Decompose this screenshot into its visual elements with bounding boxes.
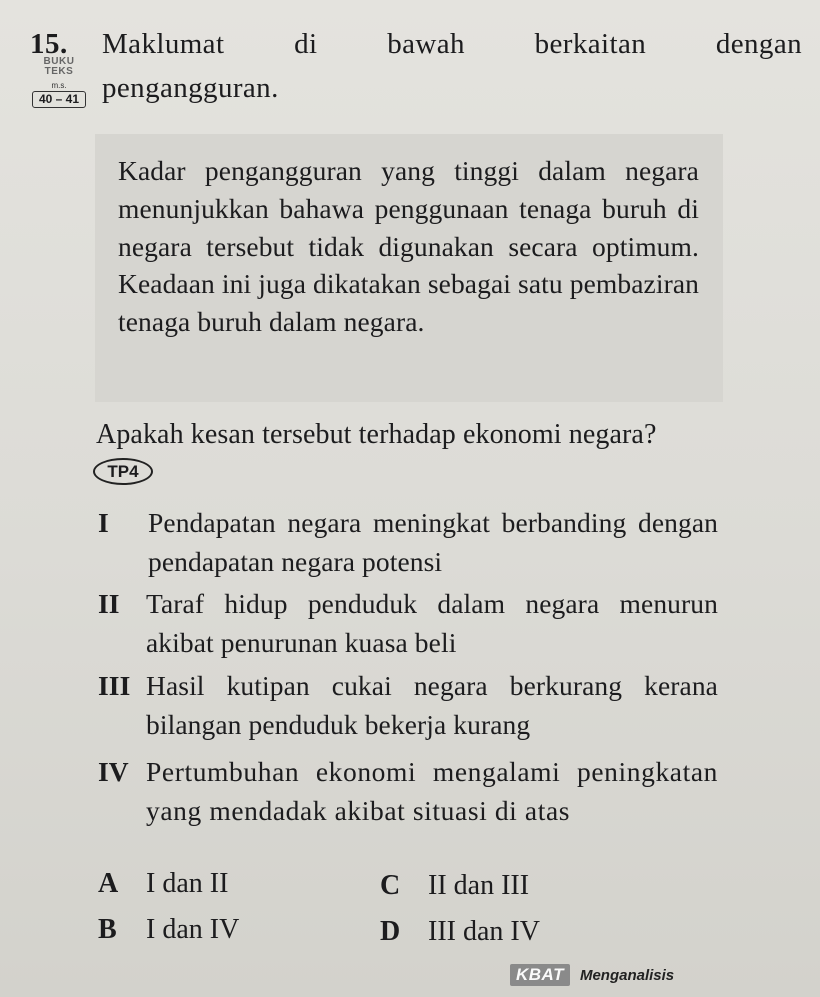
- kbat-logo: KBAT: [510, 964, 570, 986]
- statement-text: Hasil kutipan cukai negara berkurang kerana bilangan penduduk bekerja kurang: [146, 670, 718, 740]
- option-text: III dan IV: [428, 916, 540, 947]
- option-text: I dan IV: [146, 914, 240, 945]
- page-abbrev-label: m.s.: [51, 81, 67, 90]
- option-letter: C: [380, 870, 401, 901]
- statement-4: [98, 752, 718, 830]
- statement-3: [98, 666, 718, 744]
- question-number: 15.: [30, 28, 68, 60]
- question-stem-line1: Maklumat di bawah berkaitan dengan: [102, 28, 802, 60]
- question-prompt: Apakah kesan tersebut terhadap ekonomi negara?: [96, 419, 657, 450]
- option-text: II dan III: [428, 870, 530, 901]
- passage-box: [95, 134, 723, 402]
- kbat-tag: [510, 963, 674, 987]
- textbook-reference-badge: [31, 57, 87, 111]
- statement-2: [98, 584, 718, 662]
- page-range: 40 – 41: [32, 91, 86, 108]
- option-text: I dan II: [146, 868, 229, 899]
- statement-text: Taraf hidup penduduk dalam negara menurun akibat penurunan kuasa beli: [146, 588, 718, 658]
- statement-numeral: II: [98, 588, 120, 619]
- option-a: [98, 868, 228, 900]
- textbook-label: BUKU TEKS: [43, 56, 75, 77]
- statement-text: Pertumbuhan ekonomi mengalami peningkatan yang mendadak akibat situasi di atas: [146, 756, 718, 826]
- statement-numeral: IV: [98, 756, 129, 787]
- statement-numeral: I: [98, 507, 109, 538]
- option-letter: D: [380, 916, 401, 947]
- option-b: [98, 914, 239, 946]
- question-stem-line2: pengangguran.: [102, 72, 279, 104]
- option-c: [380, 870, 529, 902]
- tp-level-badge: TP4: [93, 458, 153, 485]
- statement-1: [98, 503, 718, 581]
- option-letter: A: [98, 868, 119, 899]
- kbat-skill-label: Menganalisis: [579, 966, 675, 984]
- statement-text: Pendapatan negara meningkat berbanding dengan pendapatan negara potensi: [148, 507, 718, 577]
- option-letter: B: [98, 914, 117, 945]
- statement-numeral: III: [98, 670, 131, 701]
- option-d: [380, 916, 540, 948]
- passage-text: Kadar pengangguran yang tinggi dalam negara menunjukkan bahawa penggunaan tenaga buruh di negara tersebut tidak digunakan secara optimum. Keadaan ini juga dikatakan sebagai satu pembaziran tenaga buruh dalam negara.: [118, 155, 699, 338]
